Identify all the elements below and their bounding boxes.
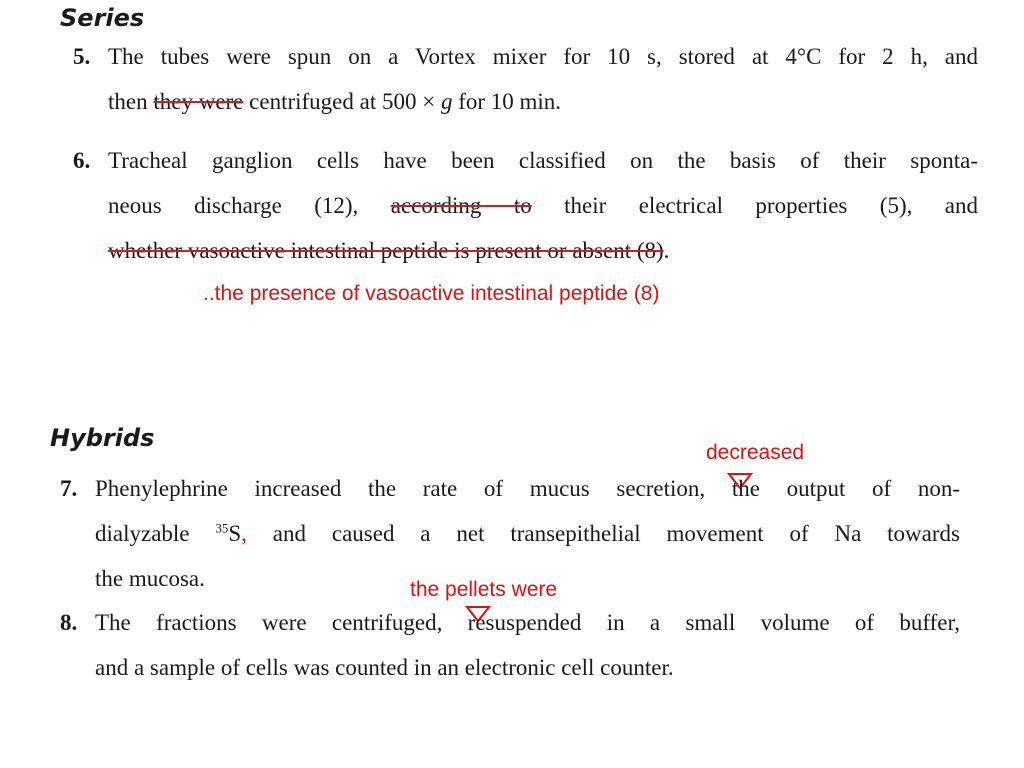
item-5-line-2: then they were centrifuged at 500 × g for 10 min. (108, 89, 562, 114)
item-8-line-1: The fractions were centrifuged, resuspended in a small volume of buffer, (95, 610, 960, 635)
deleted-text: whether vasoactive intestinal peptide is present or absent (8) (108, 238, 664, 263)
insertion-note-decreased: decreased (706, 441, 805, 464)
series-heading: Series (60, 4, 145, 32)
insertion-note-pellets: the pellets were (410, 578, 558, 601)
item-7-line-3: the mucosa. (95, 566, 205, 591)
item-6-line-2: neous discharge (12), according to their electrical properties (5), and (108, 193, 978, 218)
item-6-line-1: Tracheal ganglion cells have been classified on the basis of their sponta- (108, 148, 978, 173)
item-7-line-2: dialyzable $^{35}$S, and caused a net transepithelial movement of Na towards (95, 520, 960, 546)
item-8-line-2: and a sample of cells was counted in an electronic cell counter. (95, 655, 674, 680)
item-6-line-3: whether vasoactive intestinal peptide is present or absent (8). (108, 238, 670, 263)
item-number: 5. (73, 44, 91, 69)
series-item-5 (73, 34, 978, 124)
item-5-line-1: The tubes were spun on a Vortex mixer for 10 s, stored at 4°C for 2 h, and (108, 44, 978, 69)
item-number: 8. (60, 610, 78, 635)
hybrids-heading: Hybrids (50, 424, 155, 452)
deleted-text: according to (390, 193, 532, 218)
item-number: 7. (60, 476, 78, 501)
item-number: 6. (73, 148, 91, 173)
deleted-text: they were (153, 89, 244, 114)
inserted-comma: , (241, 521, 247, 546)
series-item-6 (73, 138, 978, 273)
item-7-line-1: Phenylephrine increased the rate of mucus secretion, the output of non- (95, 476, 960, 501)
hybrids-item-8 (60, 600, 960, 690)
correction-note: ..the presence of vasoactive intestinal peptide (8) (203, 282, 660, 305)
